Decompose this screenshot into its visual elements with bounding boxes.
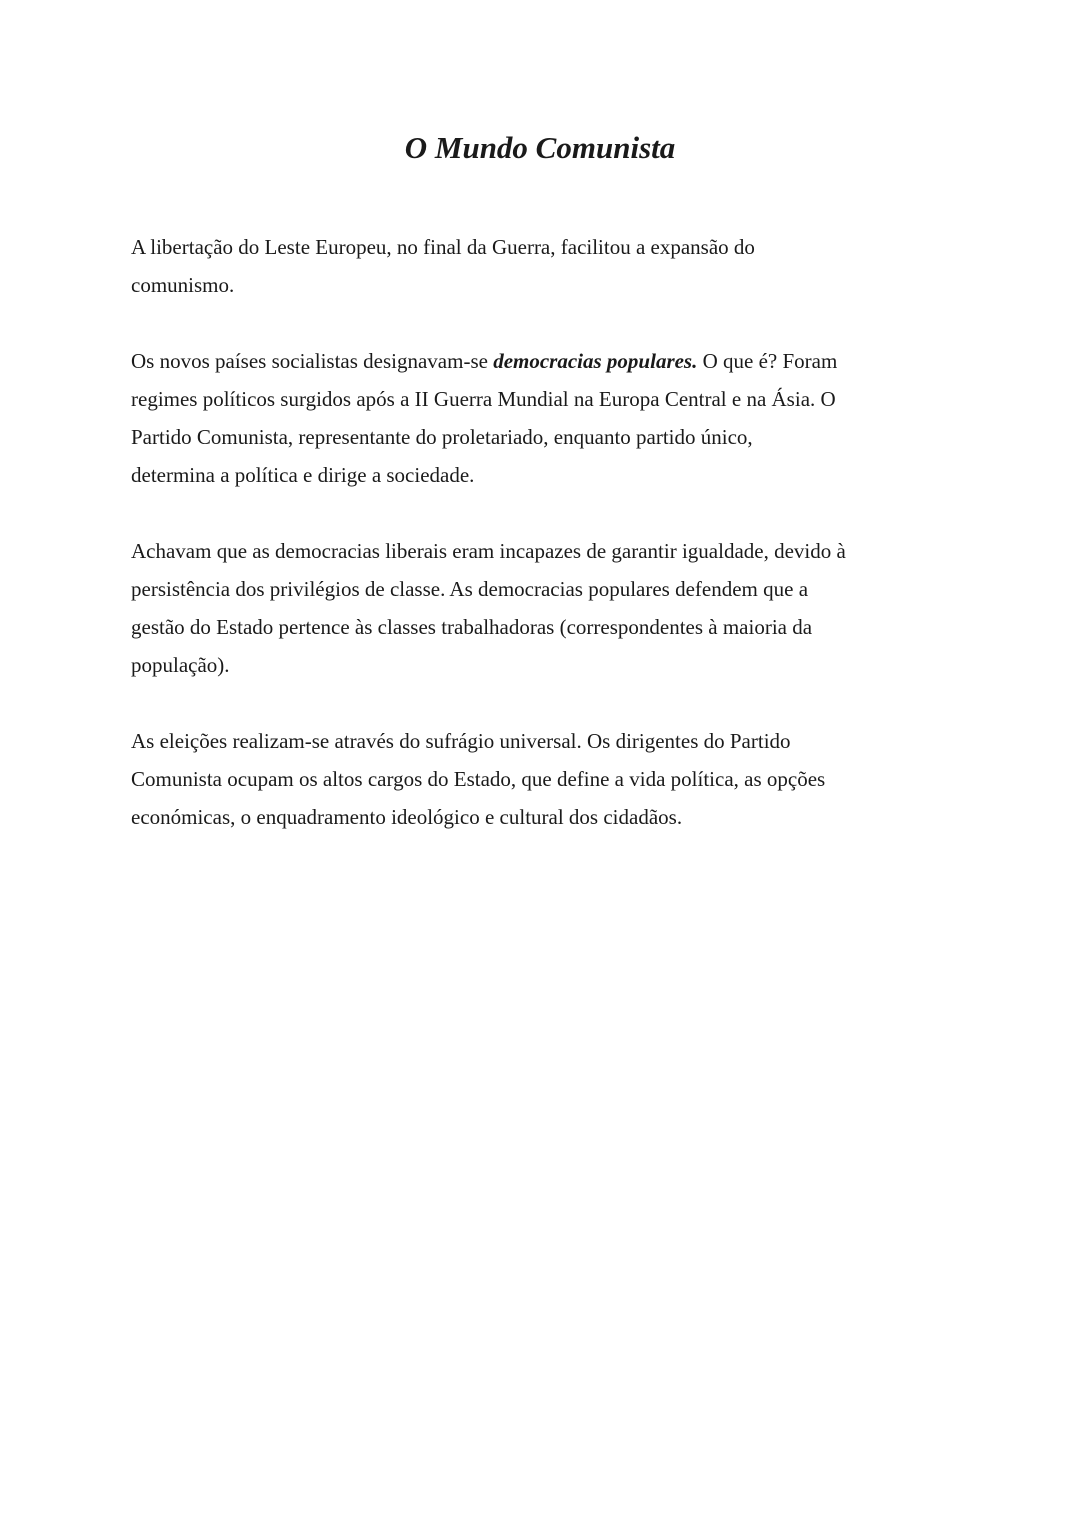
text-line: Partido Comunista, representante do proletariado, enquanto partido único,: [131, 425, 753, 449]
text-line: Comunista ocupam os altos cargos do Estado, que define a vida política, as opções: [131, 767, 826, 791]
text-line: população).: [131, 653, 230, 677]
paragraph-1: [131, 228, 991, 304]
text-segment: O que é? Foram: [697, 349, 838, 373]
text-line: Achavam que as democracias liberais eram incapazes de garantir igualdade, devido à: [131, 539, 846, 563]
document-body: [131, 228, 991, 874]
page-title: O Mundo Comunista: [404, 130, 676, 165]
text-line: regimes políticos surgidos após a II Guerra Mundial na Europa Central e na Ásia. O: [131, 387, 836, 411]
emphasized-term: democracias populares.: [493, 349, 698, 373]
text-line: comunismo.: [131, 273, 235, 297]
text-line: As eleições realizam-se através do sufrágio universal. Os dirigentes do Partido: [131, 729, 791, 753]
text-line: A libertação do Leste Europeu, no final da Guerra, facilitou a expansão do: [131, 235, 755, 259]
text-line: determina a política e dirige a sociedade.: [131, 463, 475, 487]
text-segment: Os novos países socialistas designavam-se: [131, 349, 494, 373]
text-line: persistência dos privilégios de classe. As democracias populares defendem que a: [131, 577, 809, 601]
text-line: económicas, o enquadramento ideológico e cultural dos cidadãos.: [131, 805, 683, 829]
paragraph-4: [131, 722, 991, 836]
paragraph-2: [131, 342, 991, 494]
text-line: gestão do Estado pertence às classes trabalhadoras (correspondentes à maioria da: [131, 615, 813, 639]
text-line: [131, 342, 991, 380]
paragraph-3: [131, 532, 991, 684]
